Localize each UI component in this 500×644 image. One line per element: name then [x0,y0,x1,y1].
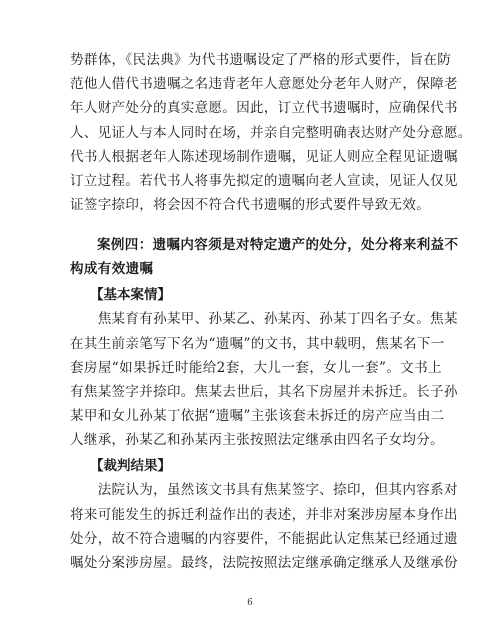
text-line: 嘱处分案涉房屋。最终，法院按照法定继承确定继承人及继承份 [70,555,458,571]
page-content [70,48,472,575]
page-number: 6 [247,598,253,608]
text-line: 焦某育有孙某甲、孙某乙、孙某丙、孙某丁四名子女。焦某 [70,311,458,328]
text-line: 订立过程。若代书人将事先拟定的遗嘱向老人宣读，见证人仅见 [70,172,458,189]
paragraph-intro [70,48,472,217]
text-line: 人继承，孙某乙和孙某丙主张按照法定继承由四名子女均分。 [70,432,444,449]
text-line: 在其生前亲笔写下名为“遗嘱”的文书，其中载明，焦某名下一 [70,335,445,352]
text-line: 某甲和女儿孙某丁依据“遗嘱”主张该套未拆迁的房产应当由二 [70,408,445,425]
text-line: 证签字捺印，将会因不符合代书遗嘱的形式要件导致无效。 [70,197,431,214]
text-line: 套房屋“如果拆迁时能给2套，大儿一套，女儿一套”。文书上 [70,359,442,376]
text-line: 代书人根据老年人陈述现场制作遗嘱，见证人则应全程见证遗嘱 [70,148,458,165]
text-line: 势群体，《民法典》为代书遗嘱设定了严格的形式要件，旨在防 [70,52,452,68]
section-label-judgment: 【裁判结果】 [90,458,171,475]
case-heading [70,233,459,281]
text-line: 范他人借代书遗嘱之名违背老年人意愿处分老年人财产，保障老 [70,76,458,93]
case-heading-line: 案例四：遗嘱内容须是对特定遗产的处分，处分将来利益不 [97,237,459,254]
case-heading-line: 构成有效遗嘱 [70,261,154,278]
text-line: 有焦某签字并捺印。焦某去世后，其名下房屋并未拆迁。长子孙 [70,383,458,400]
text-line: 年人财产处分的真实意愿。因此，订立代书遗嘱时，应确保代书 [70,100,458,117]
paragraph-basic-facts [70,307,458,452]
text-line: 法院认为，虽然该文书具有焦某签字、捺印，但其内容系对 [70,482,458,499]
section-label-basic-facts: 【基本案情】 [90,287,171,304]
text-line: 人、见证人与本人同时在场，并亲自完整明确表达财产处分意愿。 [70,124,472,141]
text-line: 将来可能发生的拆迁利益作出的表述，并非对案涉房屋本身作出 [70,506,458,523]
paragraph-judgment [70,478,458,575]
text-line: 处分，故不符合遗嘱的内容要件，不能据此认定焦某已经通过遗 [70,530,458,547]
